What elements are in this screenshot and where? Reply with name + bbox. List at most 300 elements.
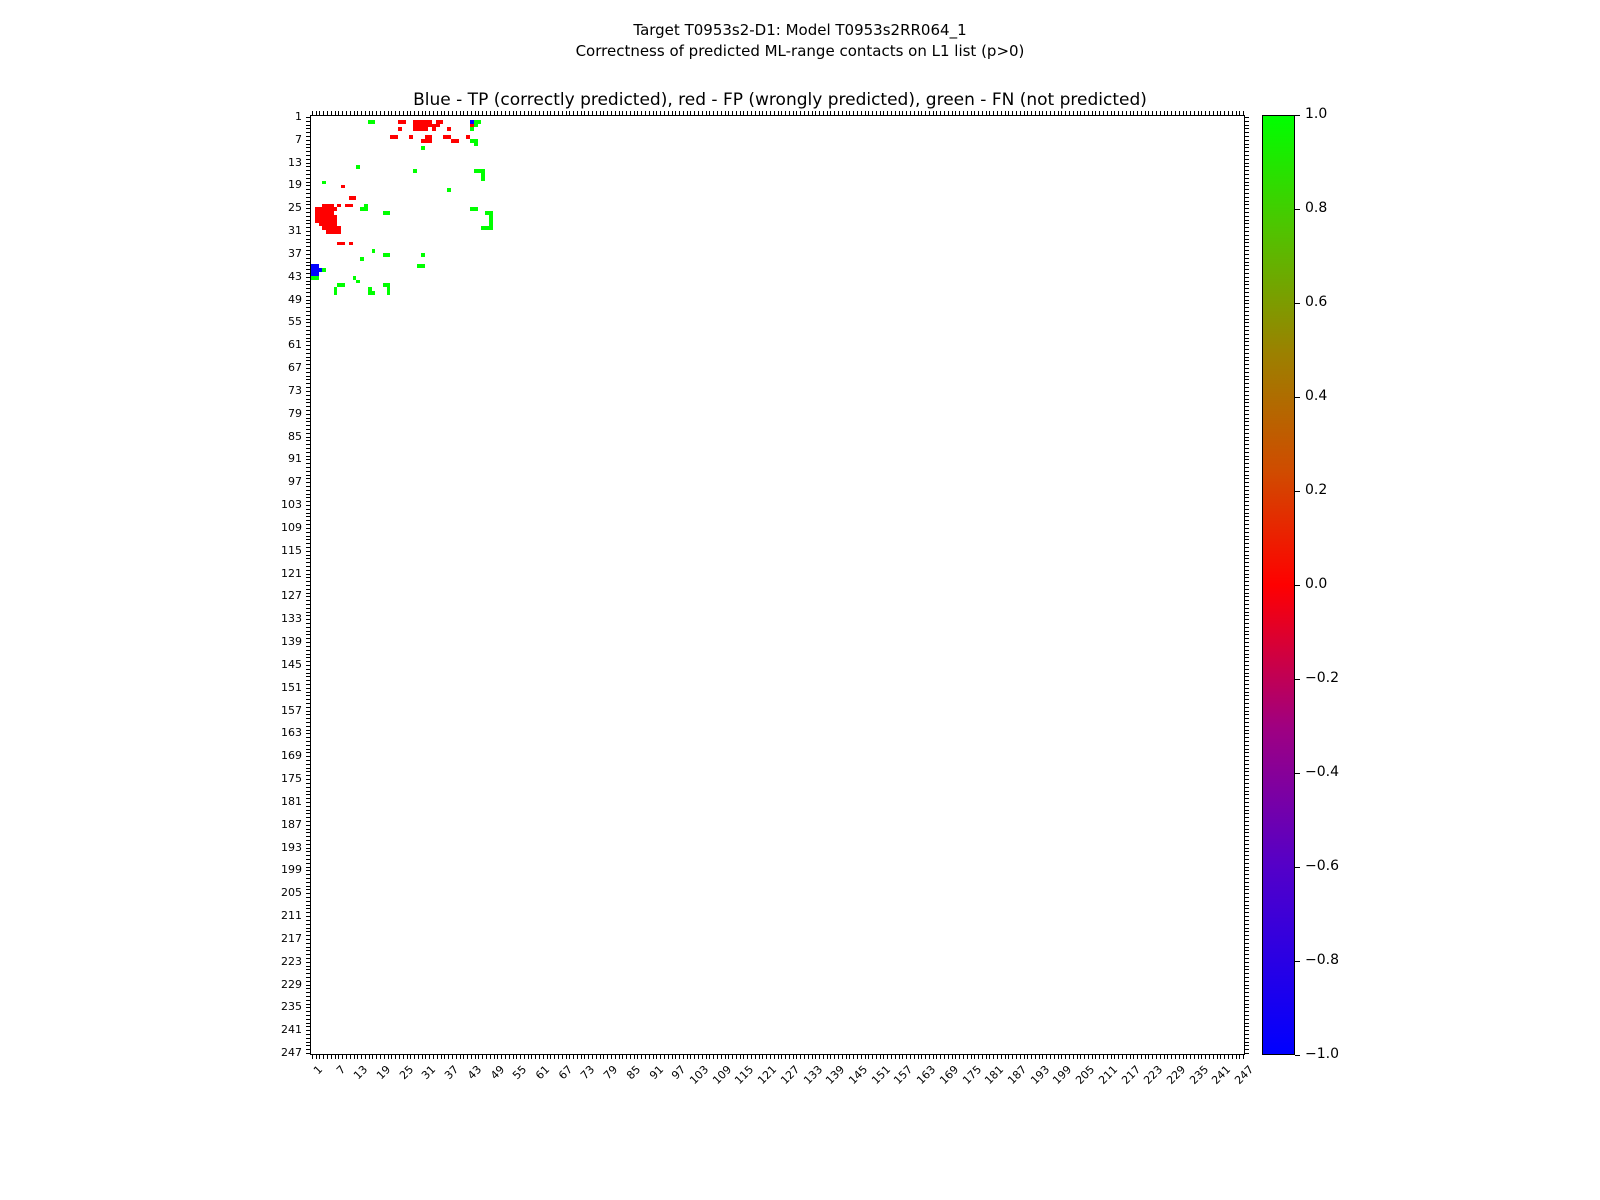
x-tick-bottom <box>1171 1055 1172 1059</box>
x-axis-label: 73 <box>578 1063 598 1083</box>
x-tick-bottom <box>516 1055 517 1059</box>
x-tick-bottom <box>569 1055 570 1059</box>
y-tick-right <box>1245 718 1249 719</box>
y-tick-right <box>1245 802 1249 803</box>
x-axis-label: 115 <box>732 1063 757 1088</box>
x-tick-bottom <box>319 1055 320 1059</box>
x-tick-bottom <box>637 1055 638 1059</box>
colorbar-tick <box>1295 397 1300 398</box>
y-axis-label: 187 <box>281 817 302 831</box>
x-tick-bottom <box>615 1055 616 1059</box>
heatmap-cell-fn <box>356 165 360 169</box>
x-tick-bottom <box>861 1055 862 1059</box>
y-tick-right <box>1245 182 1249 183</box>
y-tick-right <box>1245 950 1249 951</box>
y-tick-right <box>1245 1007 1249 1008</box>
x-tick-bottom <box>433 1055 434 1059</box>
y-tick-right <box>1245 673 1249 674</box>
heatmap-plot-area <box>310 115 1245 1055</box>
y-tick-right <box>1245 1026 1249 1027</box>
y-tick-right <box>1245 966 1249 967</box>
x-axis-label: 217 <box>1118 1063 1143 1088</box>
x-tick-bottom <box>887 1055 888 1059</box>
y-tick-right <box>1245 669 1249 670</box>
y-tick-right <box>1245 954 1249 955</box>
x-tick-bottom <box>346 1055 347 1059</box>
x-axis-label: 199 <box>1050 1063 1075 1088</box>
x-tick-bottom <box>778 1055 779 1059</box>
x-tick-bottom <box>1239 1055 1240 1059</box>
y-tick-right <box>1245 444 1249 445</box>
y-tick-right <box>1245 185 1249 186</box>
y-tick-right <box>1245 539 1249 540</box>
x-tick-bottom <box>736 1055 737 1059</box>
y-tick-right <box>1245 433 1249 434</box>
x-tick-bottom <box>857 1055 858 1059</box>
y-axis-label: 169 <box>281 749 302 763</box>
y-tick-right <box>1245 1038 1249 1039</box>
x-axis-label: 193 <box>1027 1063 1052 1088</box>
y-tick-right <box>1245 577 1249 578</box>
y-axis-label: 151 <box>281 680 302 694</box>
y-tick-right <box>1245 315 1249 316</box>
y-tick-right <box>1245 349 1249 350</box>
y-tick-right <box>1245 627 1249 628</box>
y-tick-right <box>1245 931 1249 932</box>
x-tick-bottom <box>1027 1055 1028 1059</box>
x-axis-label: 19 <box>374 1063 394 1083</box>
y-tick-right <box>1245 334 1249 335</box>
y-tick-right <box>1245 973 1249 974</box>
y-tick-right <box>1245 174 1249 175</box>
x-axis-label: 7 <box>333 1063 348 1078</box>
x-tick-bottom <box>1077 1055 1078 1059</box>
x-tick-bottom <box>1126 1055 1127 1059</box>
heatmap-cell-fn <box>315 276 319 280</box>
y-tick-right <box>1245 665 1249 666</box>
y-tick-right <box>1245 307 1249 308</box>
y-tick-right <box>1245 981 1249 982</box>
x-tick-bottom <box>1186 1055 1187 1059</box>
x-tick-bottom <box>698 1055 699 1059</box>
x-tick-bottom <box>755 1055 756 1059</box>
x-tick-bottom <box>709 1055 710 1059</box>
x-tick-bottom <box>444 1055 445 1059</box>
y-tick-right <box>1245 216 1249 217</box>
x-axis-label: 103 <box>687 1063 712 1088</box>
x-tick-bottom <box>902 1055 903 1059</box>
x-axis-label: 97 <box>669 1063 689 1083</box>
y-tick-right <box>1245 486 1249 487</box>
heatmap-cell-fp <box>447 127 451 131</box>
x-tick-bottom <box>448 1055 449 1059</box>
x-tick-bottom <box>513 1055 514 1059</box>
heatmap-cell-fn <box>478 120 482 124</box>
x-tick-bottom <box>1220 1055 1221 1059</box>
heatmap-cell-fp <box>455 139 459 143</box>
y-tick-right <box>1245 825 1249 826</box>
y-axis-label: 193 <box>281 840 302 854</box>
x-tick-bottom <box>838 1055 839 1059</box>
x-tick-bottom <box>675 1055 676 1059</box>
y-tick-right <box>1245 482 1249 483</box>
y-tick-right <box>1245 1053 1249 1054</box>
y-tick-right <box>1245 593 1249 594</box>
y-axis-label: 175 <box>281 772 302 786</box>
y-tick-right <box>1245 319 1249 320</box>
x-tick-bottom <box>1122 1055 1123 1059</box>
x-tick-bottom <box>1243 1055 1244 1059</box>
x-tick-bottom <box>1228 1055 1229 1059</box>
colorbar-tick <box>1295 1055 1300 1056</box>
y-tick-right <box>1245 311 1249 312</box>
x-tick-bottom <box>505 1055 506 1059</box>
y-tick-right <box>1245 859 1249 860</box>
y-tick-right <box>1245 341 1249 342</box>
y-tick-right <box>1245 863 1249 864</box>
x-tick-bottom <box>914 1055 915 1059</box>
x-tick-bottom <box>725 1055 726 1059</box>
y-tick-right <box>1245 151 1249 152</box>
x-tick-bottom <box>1080 1055 1081 1059</box>
y-tick-right <box>1245 201 1249 202</box>
colorbar-tick <box>1295 303 1300 304</box>
y-tick-right <box>1245 570 1249 571</box>
y-tick-right <box>1245 254 1249 255</box>
y-axis-label: 7 <box>295 132 302 146</box>
x-tick-bottom <box>929 1055 930 1059</box>
x-axis-label: 187 <box>1005 1063 1030 1088</box>
x-tick-bottom <box>1156 1055 1157 1059</box>
y-tick-right <box>1245 562 1249 563</box>
y-tick-right <box>1245 631 1249 632</box>
y-tick-right <box>1245 707 1249 708</box>
x-axis-label: 55 <box>510 1063 530 1083</box>
x-tick-bottom <box>1209 1055 1210 1059</box>
x-tick-bottom <box>460 1055 461 1059</box>
y-tick-right <box>1245 695 1249 696</box>
y-tick-right <box>1245 749 1249 750</box>
x-tick-bottom <box>410 1055 411 1059</box>
x-axis-label: 109 <box>709 1063 734 1088</box>
y-axis-label: 97 <box>288 475 302 489</box>
x-tick-bottom <box>789 1055 790 1059</box>
x-tick-bottom <box>475 1055 476 1059</box>
x-tick-bottom <box>834 1055 835 1059</box>
heatmap-cell-fn <box>421 146 425 150</box>
heatmap-cell-fn <box>387 253 391 257</box>
x-tick-bottom <box>384 1055 385 1059</box>
x-tick-bottom <box>1069 1055 1070 1059</box>
x-tick-bottom <box>1073 1055 1074 1059</box>
x-tick-bottom <box>520 1055 521 1059</box>
x-tick-bottom <box>880 1055 881 1059</box>
y-tick-right <box>1245 1042 1249 1043</box>
y-tick-right <box>1245 1030 1249 1031</box>
y-axis-label: 115 <box>281 543 302 557</box>
y-tick-right <box>1245 281 1249 282</box>
x-tick-bottom <box>1118 1055 1119 1059</box>
colorbar-tick <box>1295 679 1300 680</box>
x-tick-bottom <box>535 1055 536 1059</box>
y-tick-right <box>1245 596 1249 597</box>
colorbar-tick-label: 0.0 <box>1305 576 1328 592</box>
y-tick-right <box>1245 1045 1249 1046</box>
x-tick-bottom <box>1145 1055 1146 1059</box>
y-tick-right <box>1245 284 1249 285</box>
x-tick-bottom <box>380 1055 381 1059</box>
heatmap-cell-fn <box>372 291 376 295</box>
heatmap-cell-fp <box>334 207 338 211</box>
x-tick-bottom <box>967 1055 968 1059</box>
x-tick-bottom <box>1039 1055 1040 1059</box>
y-tick-right <box>1245 520 1249 521</box>
x-tick-bottom <box>342 1055 343 1059</box>
y-axis-label: 103 <box>281 498 302 512</box>
y-tick-right <box>1245 117 1249 118</box>
x-tick-bottom <box>982 1055 983 1059</box>
y-tick-right <box>1245 878 1249 879</box>
heatmap-cell-fp <box>341 185 345 189</box>
x-tick-bottom <box>899 1055 900 1059</box>
x-tick-bottom <box>566 1055 567 1059</box>
y-tick-right <box>1245 459 1249 460</box>
x-tick-bottom <box>452 1055 453 1059</box>
x-tick-bottom <box>808 1055 809 1059</box>
x-axis-label: 175 <box>959 1063 984 1088</box>
x-tick-bottom <box>1198 1055 1199 1059</box>
x-axis-label: 121 <box>755 1063 780 1088</box>
y-tick-right <box>1245 638 1249 639</box>
y-tick-right <box>1245 996 1249 997</box>
y-tick-right <box>1245 612 1249 613</box>
x-tick-bottom <box>989 1055 990 1059</box>
x-tick-bottom <box>1111 1055 1112 1059</box>
x-tick-bottom <box>963 1055 964 1059</box>
colorbar-tick-label: −1.0 <box>1305 1046 1339 1062</box>
y-tick-right <box>1245 163 1249 164</box>
x-axis-label: 145 <box>846 1063 871 1088</box>
x-tick-bottom <box>910 1055 911 1059</box>
y-tick-right <box>1245 1015 1249 1016</box>
x-tick-bottom <box>770 1055 771 1059</box>
x-tick-bottom <box>641 1055 642 1059</box>
colorbar-tick <box>1295 115 1300 116</box>
y-tick-right <box>1245 250 1249 251</box>
y-tick-right <box>1245 501 1249 502</box>
y-tick-right <box>1245 128 1249 129</box>
x-tick-bottom <box>486 1055 487 1059</box>
heatmap-cell-fn <box>474 207 478 211</box>
x-tick-bottom <box>425 1055 426 1059</box>
x-tick-bottom <box>1050 1055 1051 1059</box>
x-tick-bottom <box>312 1055 313 1059</box>
y-axis-label: 31 <box>288 224 302 238</box>
x-tick-bottom <box>630 1055 631 1059</box>
y-tick-right <box>1245 132 1249 133</box>
y-tick-right <box>1245 794 1249 795</box>
x-tick-bottom <box>781 1055 782 1059</box>
x-tick-bottom <box>1058 1055 1059 1059</box>
x-tick-bottom <box>1194 1055 1195 1059</box>
colorbar-tick <box>1295 867 1300 868</box>
x-tick-bottom <box>683 1055 684 1059</box>
x-tick-bottom <box>1205 1055 1206 1059</box>
x-axis-label: 13 <box>351 1063 371 1083</box>
x-tick-bottom <box>876 1055 877 1059</box>
colorbar-tick-label: 0.2 <box>1305 482 1328 498</box>
y-tick-right <box>1245 634 1249 635</box>
x-axis-label: 61 <box>533 1063 553 1083</box>
x-tick-bottom <box>944 1055 945 1059</box>
y-tick-right <box>1245 661 1249 662</box>
y-tick-right <box>1245 429 1249 430</box>
y-axis-label: 67 <box>288 361 302 375</box>
colorbar-tick-label: −0.2 <box>1305 670 1339 686</box>
x-axis-label: 211 <box>1095 1063 1121 1088</box>
x-tick-bottom <box>626 1055 627 1059</box>
y-tick-right <box>1245 882 1249 883</box>
x-tick-bottom <box>959 1055 960 1059</box>
y-tick-right <box>1245 836 1249 837</box>
x-tick-bottom <box>679 1055 680 1059</box>
x-tick-bottom <box>664 1055 665 1059</box>
y-axis-label: 157 <box>281 703 302 717</box>
y-tick-right <box>1245 1004 1249 1005</box>
y-tick-right <box>1245 524 1249 525</box>
y-tick-right <box>1245 829 1249 830</box>
y-tick-right <box>1245 756 1249 757</box>
x-tick-bottom <box>490 1055 491 1059</box>
y-tick-right <box>1245 494 1249 495</box>
y-tick-right <box>1245 242 1249 243</box>
y-tick-right <box>1245 886 1249 887</box>
x-tick-bottom <box>645 1055 646 1059</box>
y-tick-right <box>1245 265 1249 266</box>
y-axis-label: 247 <box>281 1046 302 1060</box>
x-axis-label: 205 <box>1073 1063 1098 1088</box>
y-tick-right <box>1245 642 1249 643</box>
y-tick-right <box>1245 1011 1249 1012</box>
y-tick-right <box>1245 227 1249 228</box>
y-tick-right <box>1245 657 1249 658</box>
x-tick-bottom <box>974 1055 975 1059</box>
y-tick-right <box>1245 273 1249 274</box>
heatmap-cell-fn <box>356 280 360 284</box>
x-tick-bottom <box>550 1055 551 1059</box>
y-tick-right <box>1245 615 1249 616</box>
x-tick-bottom <box>1130 1055 1131 1059</box>
y-tick-right <box>1245 779 1249 780</box>
x-tick-bottom <box>1167 1055 1168 1059</box>
heatmap-cell-fp <box>341 242 345 246</box>
y-tick-right <box>1245 516 1249 517</box>
x-tick-bottom <box>1103 1055 1104 1059</box>
x-tick-bottom <box>918 1055 919 1059</box>
x-tick-bottom <box>528 1055 529 1059</box>
x-tick-bottom <box>952 1055 953 1059</box>
y-tick-right <box>1245 262 1249 263</box>
y-tick-right <box>1245 1019 1249 1020</box>
y-tick-right <box>1245 654 1249 655</box>
y-tick-right <box>1245 646 1249 647</box>
y-tick-right <box>1245 585 1249 586</box>
y-axis-label: 181 <box>281 794 302 808</box>
y-tick-right <box>1245 189 1249 190</box>
y-axis-label: 199 <box>281 863 302 877</box>
x-tick-bottom <box>331 1055 332 1059</box>
y-tick-right <box>1245 947 1249 948</box>
y-axis-label: 73 <box>288 383 302 397</box>
x-axis-label: 25 <box>396 1063 416 1083</box>
x-tick-bottom <box>895 1055 896 1059</box>
y-tick-right <box>1245 448 1249 449</box>
y-tick-right <box>1245 897 1249 898</box>
x-tick-bottom <box>1183 1055 1184 1059</box>
y-tick-right <box>1245 680 1249 681</box>
x-tick-bottom <box>687 1055 688 1059</box>
x-tick-bottom <box>1148 1055 1149 1059</box>
y-tick-right <box>1245 939 1249 940</box>
heatmap-cell-fp <box>436 124 440 128</box>
y-tick-right <box>1245 768 1249 769</box>
y-axis-label: 229 <box>281 977 302 991</box>
y-tick-right <box>1245 798 1249 799</box>
x-tick-bottom <box>1042 1055 1043 1059</box>
y-tick-right <box>1245 867 1249 868</box>
y-tick-right <box>1245 395 1249 396</box>
y-tick-right <box>1245 810 1249 811</box>
y-tick-right <box>1245 581 1249 582</box>
x-tick-bottom <box>1031 1055 1032 1059</box>
y-tick-right <box>1245 916 1249 917</box>
y-tick-right <box>1245 1034 1249 1035</box>
x-tick-bottom <box>925 1055 926 1059</box>
y-tick-right <box>1245 855 1249 856</box>
y-tick-right <box>1245 269 1249 270</box>
y-tick-right <box>1245 543 1249 544</box>
legend-line: Blue - TP (correctly predicted), red - FP (wrongly predicted), green - FN (not predicted) <box>413 90 1147 110</box>
x-tick-bottom <box>1054 1055 1055 1059</box>
y-tick-right <box>1245 125 1249 126</box>
x-tick-bottom <box>815 1055 816 1059</box>
x-tick-bottom <box>762 1055 763 1059</box>
y-tick-right <box>1245 688 1249 689</box>
y-tick-right <box>1245 889 1249 890</box>
y-tick-right <box>1245 368 1249 369</box>
x-tick-bottom <box>316 1055 317 1059</box>
x-tick-bottom <box>501 1055 502 1059</box>
y-tick-right <box>1245 178 1249 179</box>
y-axis-label: 25 <box>288 201 302 215</box>
title-line-1: Target T0953s2-D1: Model T0953s2RR064_1 <box>633 21 967 39</box>
y-tick-right <box>1245 988 1249 989</box>
x-axis-label: 85 <box>623 1063 644 1083</box>
y-tick-right <box>1245 231 1249 232</box>
x-tick-bottom <box>369 1055 370 1059</box>
heatmap-cell-fp <box>349 204 353 208</box>
x-tick-bottom <box>883 1055 884 1059</box>
y-tick-right <box>1245 692 1249 693</box>
x-tick-bottom <box>422 1055 423 1059</box>
x-tick-bottom <box>690 1055 691 1059</box>
x-axis-label: 241 <box>1209 1063 1234 1088</box>
y-tick-right <box>1245 924 1249 925</box>
x-tick-bottom <box>1224 1055 1225 1059</box>
y-axis-label: 13 <box>288 155 302 169</box>
y-tick-right <box>1245 536 1249 537</box>
heatmap-cell-fp <box>394 135 398 139</box>
